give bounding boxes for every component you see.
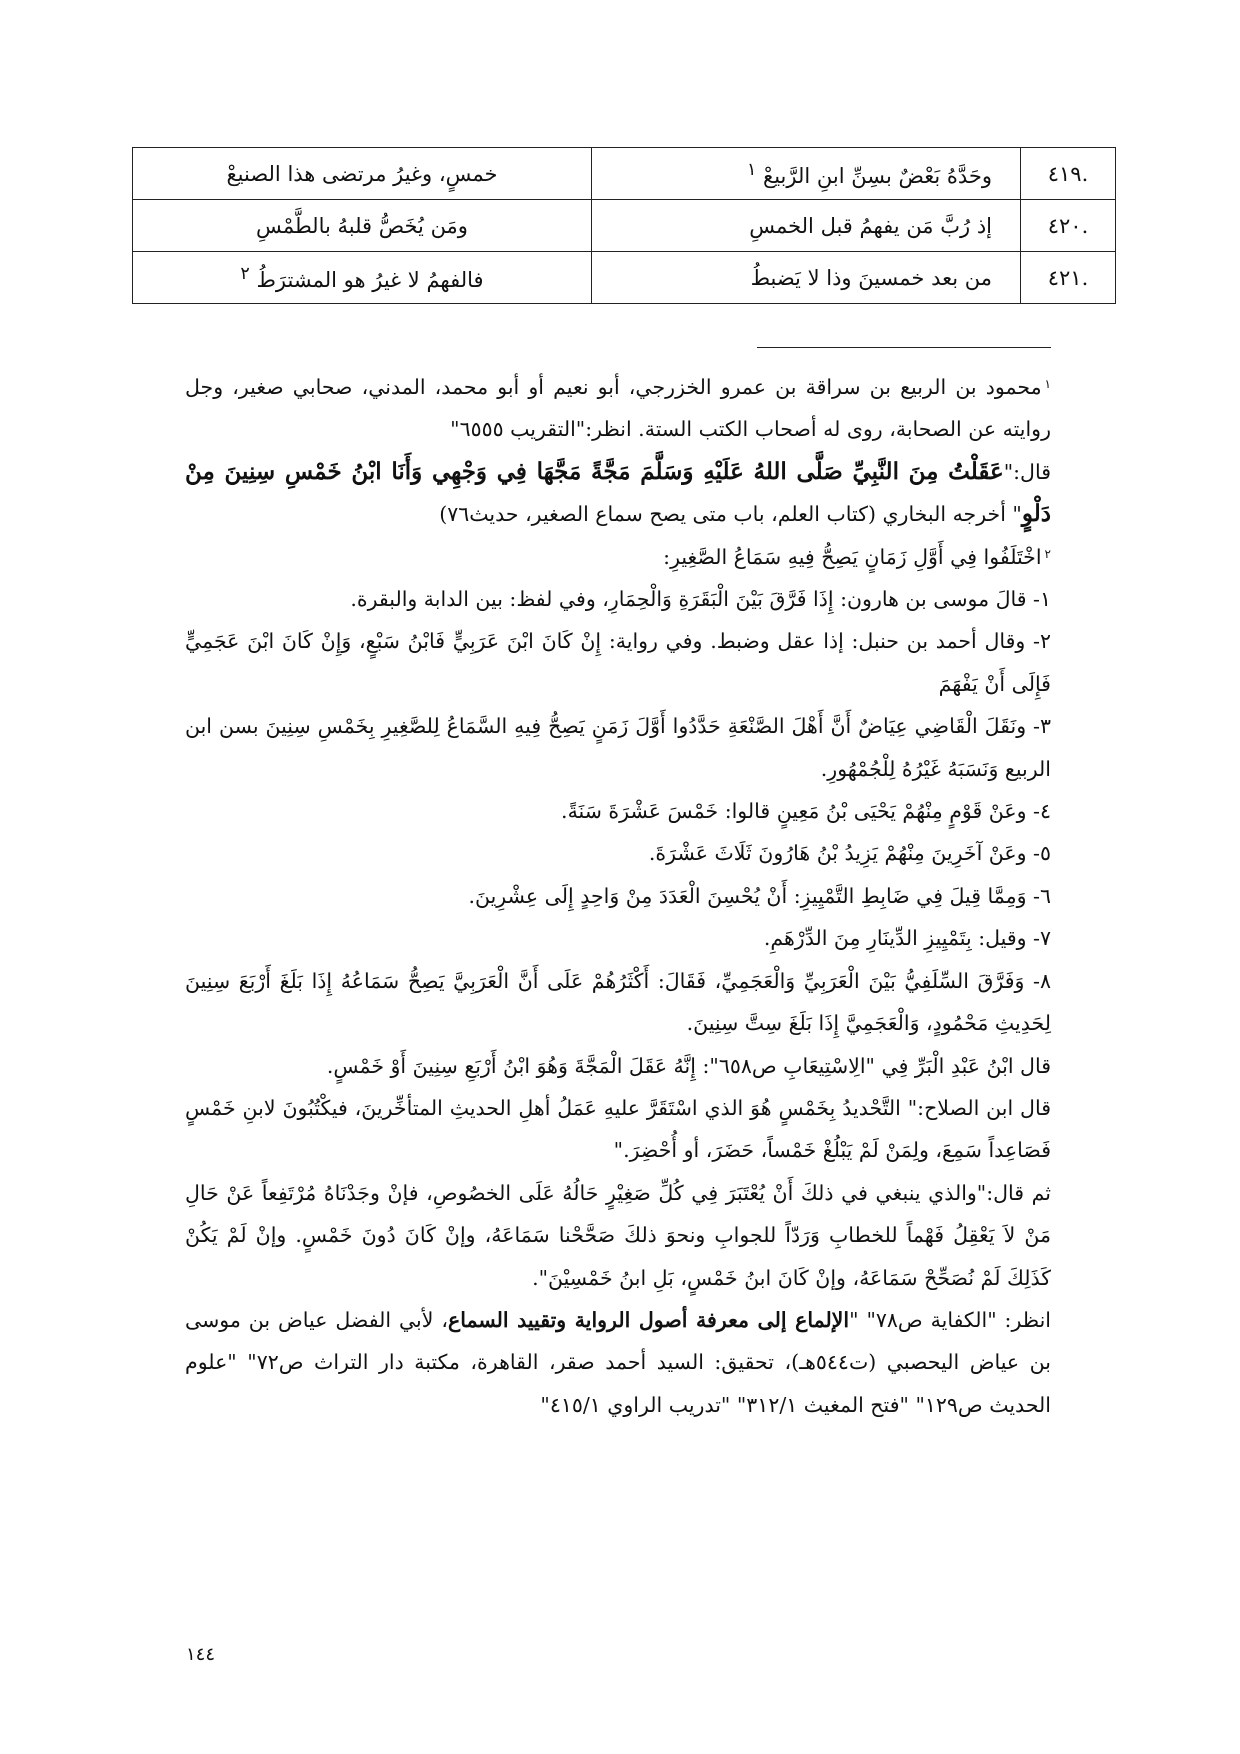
footnote-marker: ٢: [1044, 546, 1051, 561]
references-prefix: انظر: "الكفاية ص٧٨" ": [849, 1307, 1051, 1332]
footnote-2: [185, 536, 1051, 578]
verse-number: .٤٢٠: [1021, 200, 1116, 252]
footnote-marker: ١: [746, 159, 757, 180]
opinion-item: ٤- وعَنْ قَوْمٍ مِنْهُمْ يَحْيَى بْنُ مَعِينٍ قالوا: خَمْسَ عَشْرَةَ سَنَةً.: [561, 799, 1051, 824]
footnotes: [185, 366, 1051, 1426]
hadith-text: عَقَلْتُ مِنَ النَّبِيِّ صَلَّى اللهُ عَلَيْهِ وَسَلَّمَ مَجَّةً مَجَّهَا فِي وَجْهِي وَأَنَا ابْنُ خَمْسِ سِنِينَ مِنْ دَلْوٍ: [185, 457, 1051, 528]
verse-row: [133, 200, 1116, 252]
hadith-quote: [185, 451, 1051, 536]
verse-number: .٤١٩: [1021, 148, 1116, 200]
ibn-salah-continuation: ثم قال:"والذي ينبغي في ذلكَ أَنْ يُعْتَبَرَ فِي كُلِّ صَغِيْرٍ حَالُهُ عَلَى الخصُوصِ، فإنْ وجَدْنَاهُ مُرْتَفِعاً عَنْ حَالِ مَنْ لاَ يَعْقِلُ فَهْماً للخطابِ وَرَدّاً للجوابِ ونحوَ ذلكَ صَحَّحْنا سَمَاعَهُ، وإنْ كَانَ دُونَ خَمْسٍ. وإنْ لَمْ يَكُنْ كَذَلِكَ لَمْ نُصَحِّحْ سَمَاعَهُ، وإنْ كَانَ ابنُ خَمْسٍ، بَلِ ابنُ خَمْسِيْنَ".: [185, 1180, 1051, 1290]
quote-prefix: قال:": [1003, 459, 1051, 484]
verse-first-hemistich: [592, 200, 1021, 252]
quote-source: " أخرجه البخاري (كتاب العلم، باب متى يصح سماع الصغير، حديث٧٦): [439, 502, 1022, 527]
footnote-separator: [757, 347, 1051, 348]
book-title: الإلماع إلى معرفة أصول الرواية وتقييد السماع: [447, 1307, 850, 1332]
verses-table: [132, 147, 1116, 304]
ibn-abd-albarr-quote: قال ابْنُ عَبْدِ الْبَرِّ فِي "الِاسْتِيعَابِ ص٦٥٨": إِنَّهُ عَقَلَ الْمَجَّةَ وَهُوَ ابْنُ أَرْبَعِ سِنِينَ أَوْ خَمْسٍ.: [326, 1053, 1051, 1078]
opinion-item: ٨- وَفَرَّقَ السِّلَفِيُّ بَيْنَ الْعَرَبِيِّ وَالْعَجَمِيِّ، فَقَالَ: أَكْثَرُهُمْ عَلَى أَنَّ الْعَرَبِيَّ يَصِحُّ سَمَاعُهُ إِذَا بَلَغَ أَرْبَعَ سِنِينَ لِحَدِيثِ مَحْمُودٍ، وَالْعَجَمِيَّ إِذَا بَلَغَ سِتَّ سِنِينَ.: [185, 968, 1051, 1036]
footnote-text: اخْتَلَفُوا فِي أَوَّلِ زَمَانٍ يَصِحُّ فِيهِ سَمَاعُ الصَّغِيرِ:: [663, 544, 1042, 569]
verse-row: [133, 252, 1116, 304]
opinion-item: ٢- وقال أحمد بن حنبل: إذا عقل وضبط. وفي رواية: إِنْ كَانَ ابْنَ عَرَبِيٍّ فَابْنُ سَبْعٍ، وَإِنْ كَانَ ابْنَ عَجَمِيٍّ فَإِلَى أَنْ يَفْهَمَ: [185, 629, 1051, 696]
page-number: ١٤٤: [186, 1644, 216, 1665]
hemistich-text: خمسٍ، وغيرُ مرتضى هذا الصنيعْ: [226, 161, 498, 186]
opinion-item: ٣- ونَقَلَ الْقَاضِي عِيَاضٌ أَنَّ أَهْلَ الصَّنْعَةِ حَدَّدُوا أَوَّلَ زَمَنٍ يَصِحُّ فِيهِ السَّمَاعُ لِلصَّغِيرِ بِخَمْسِ سِنِينَ بسن ابن الربيع وَنَسَبَهُ غَيْرُهُ لِلْجُمْهُورِ.: [185, 714, 1051, 781]
references-suffix: ، لأبي الفضل عياض بن موسى بن عياض اليحصبي (ت٥٤٤هـ)، تحقيق: السيد أحمد صقر، القاهرة، مكتبة دار التراث ص٧٢" "علوم الحديث ص١٢٩" "فتح المغيث ٣١٢/١" "تدريب الراوي ٤١٥/١": [185, 1307, 1051, 1417]
opinion-item: ٥- وعَنْ آخَرِينَ مِنْهُمْ يَزِيدُ بْنُ هَارُونَ ثَلَاثَ عَشْرَةَ.: [648, 841, 1051, 866]
ibn-salah-quote: قال ابن الصلاح:" التَّحْديدُ بِخَمْسٍ هُوَ الذي اسْتَقَرَّ عليهِ عَمَلُ أهلِ الحديثِ المتأخِّرينَ، فيكْتُبُونَ لابنِ خَمْسٍ فَصَاعِداً سَمِعَ، ولِمَنْ لَمْ يَبْلُغْ خَمْساً، حَضَرَ، أو أُحْضِرَ.": [185, 1095, 1051, 1163]
footnote-text: محمود بن الربيع بن سراقة بن عمرو الخزرجي، أبو نعيم أو أبو محمد، المدني، صحابي صغير، وجل روايته عن الصحابة، روى له أصحاب الكتب الستة. انظر:"التقريب ٦٥٥٥": [185, 375, 1051, 442]
verse-first-hemistich: [592, 252, 1021, 304]
hemistich-text: إذ رُبَّ مَن يفهمُ قبل الخمسِ: [749, 213, 992, 238]
verse-first-hemistich: [592, 148, 1021, 200]
hemistich-text: من بعد خمسينَ وذا لا يَضبطُ: [750, 265, 992, 290]
hemistich-text: وحَدَّهُ بَعْضٌ بسِنِّ ابنِ الرَّبيعْ: [763, 163, 992, 188]
verse-row: [133, 148, 1116, 200]
verse-second-hemistich: [133, 200, 592, 252]
footnote-marker: ١: [1044, 377, 1051, 391]
verse-second-hemistich: [133, 252, 592, 304]
opinion-item: ١- قالَ موسى بن هارون: إِذَا فَرَّقَ بَيْنَ الْبَقَرَةِ وَالْحِمَارِ، وفي لفظ: بين الدابة والبقرة.: [350, 587, 1051, 612]
opinion-item: ٧- وقيل: بِتَمْيِيزِ الدِّينَارِ مِنَ الدِّرْهَمِ.: [763, 926, 1051, 951]
verse-number: .٤٢١: [1021, 252, 1116, 304]
hemistich-text: ومَن يُخَصُّ قلبهُ بالطَّمْسِ: [256, 213, 468, 238]
footnote-marker: ٢: [240, 263, 250, 284]
opinion-item: ٦- وَمِمَّا قِيلَ فِي ضَابِطِ التَّمْيِيزِ: أَنْ يُحْسِنَ الْعَدَدَ مِنْ وَاحِدٍ إِلَى عِشْرِينَ.: [468, 883, 1051, 908]
footnote-1: [185, 366, 1051, 451]
hemistich-text: فالفهمُ لا غيرُ هو المشترَطُ: [256, 267, 484, 292]
references: [185, 1299, 1051, 1426]
verse-second-hemistich: [133, 148, 592, 200]
